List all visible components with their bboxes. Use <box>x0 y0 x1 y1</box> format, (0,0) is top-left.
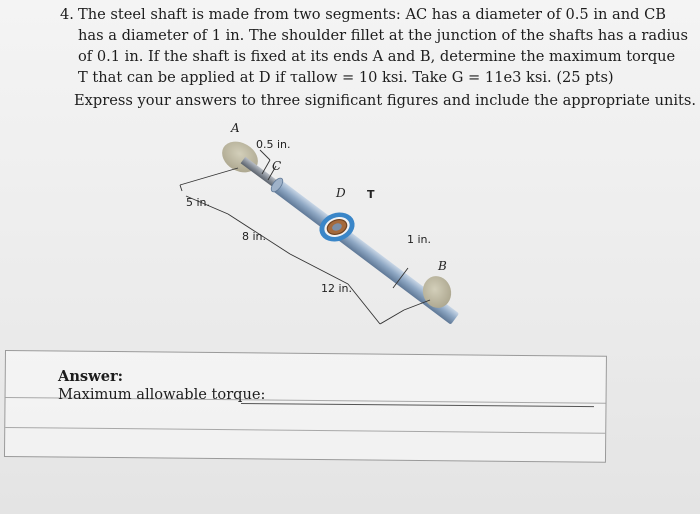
answer-label: Maximum allowable torque: <box>58 386 266 403</box>
problem-line-2: has a diameter of 1 in. The shoulder fillet at the junction of the shafts has a radius <box>78 27 689 44</box>
dim-5in: 5 in. <box>186 196 211 209</box>
dimension-lines <box>180 150 430 324</box>
problem-number: 4. <box>60 6 74 23</box>
support-b <box>419 273 454 311</box>
instruction-text: Express your answers to three significant figures and include the appropriate units. <box>74 92 697 109</box>
answer-title: Answer: <box>58 368 124 385</box>
label-c: C <box>272 159 282 173</box>
label-d: D <box>336 186 346 200</box>
problem-line-3: of 0.1 in. If the shaft is fixed at its ends A and B, determine the maximum torque <box>78 48 676 65</box>
dim-large-diameter: 1 in. <box>407 233 432 246</box>
problem-line-1: The steel shaft is made from two segments: AC has a diameter of 0.5 in and CB <box>78 6 667 23</box>
problem-line-4: T that can be applied at D if τallow = 10 ksi. Take G = 11e3 ksi. (25 pts) <box>78 69 614 86</box>
label-t: T <box>367 188 375 201</box>
dim-small-diameter: 0.5 in. <box>256 138 291 151</box>
label-a: A <box>231 121 240 135</box>
dim-8in: 8 in. <box>242 230 267 243</box>
dim-12in: 12 in. <box>321 282 353 295</box>
label-b: B <box>438 259 447 273</box>
